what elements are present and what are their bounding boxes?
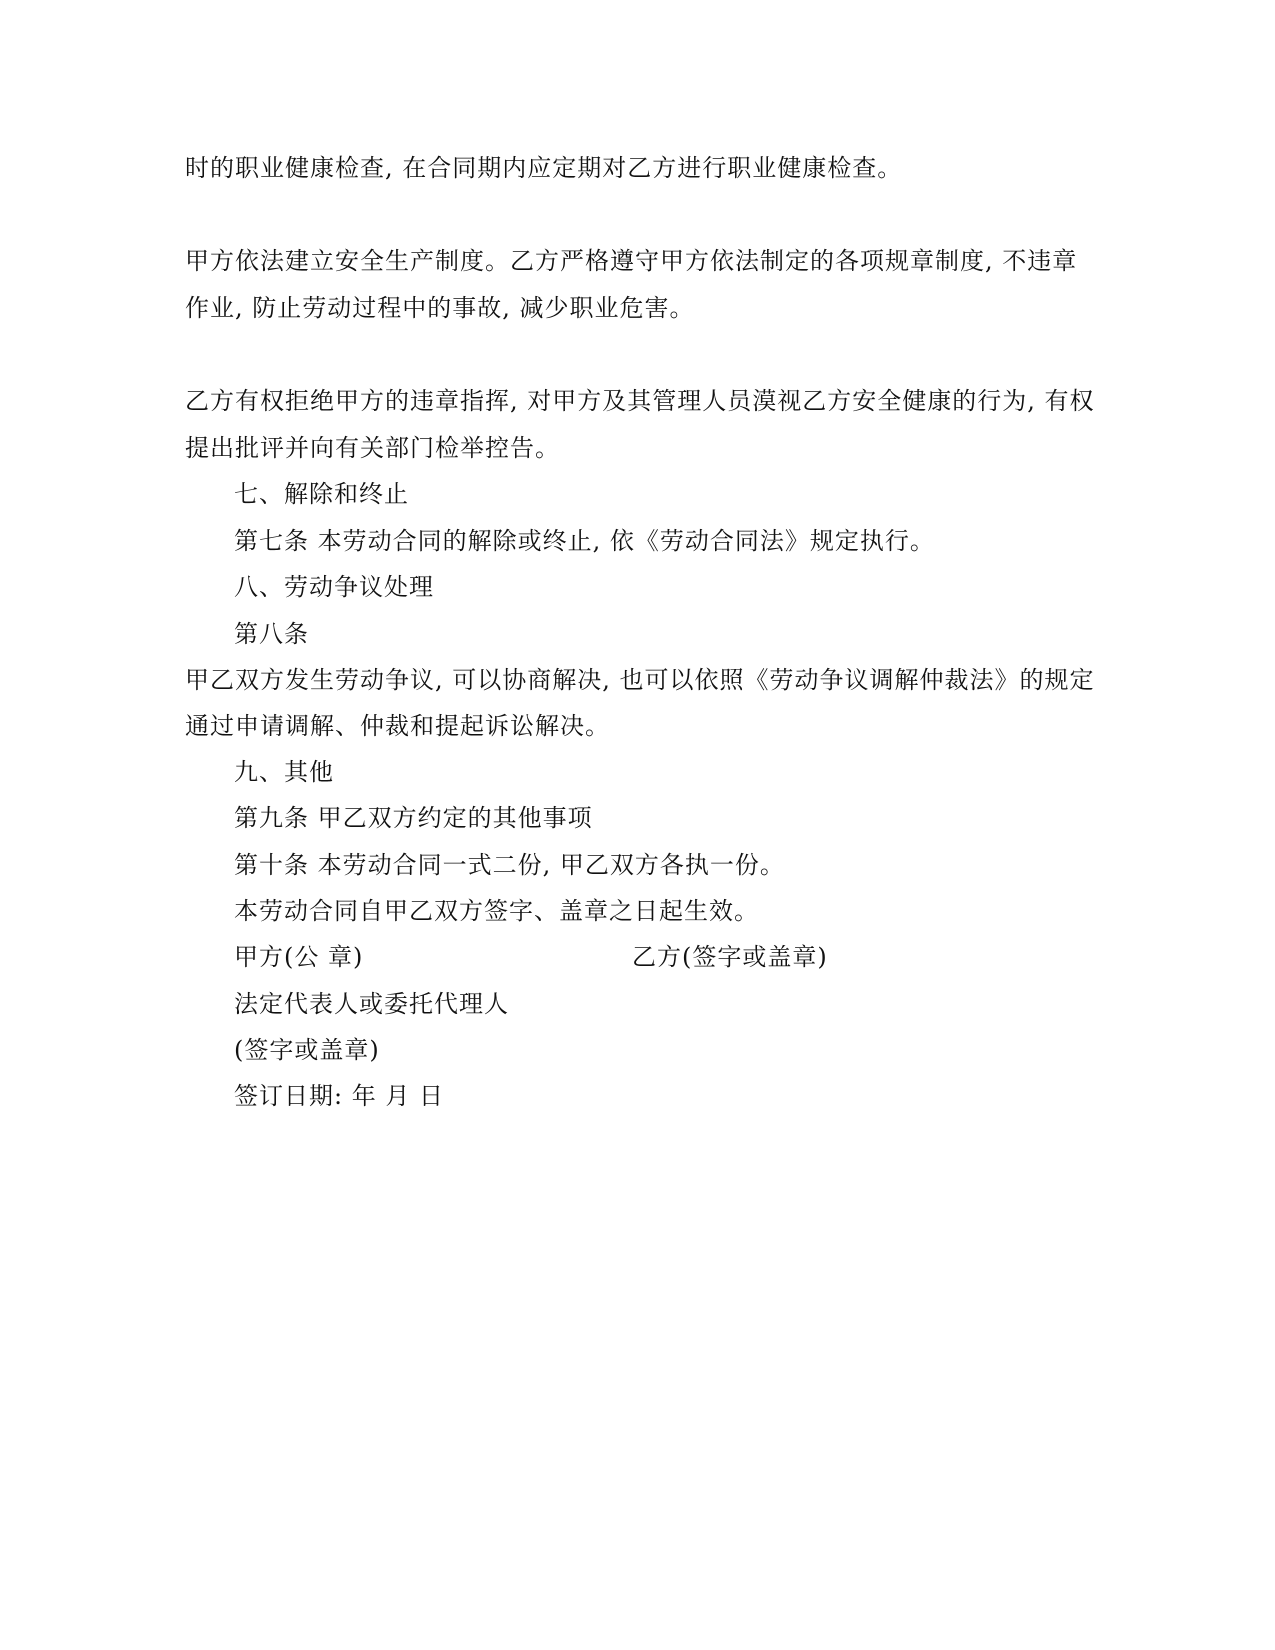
paragraph-health-check-line1: 时的职业健康检查, 在合同期内应定期对乙方进行职业健康检查。: [185, 154, 903, 182]
paragraph-safety-line2: 作业, 防止劳动过程中的事故, 减少职业危害。: [185, 294, 695, 322]
article-8-line2: 通过申请调解、仲裁和提起诉讼解决。: [185, 712, 610, 740]
article-7: 第七条 本劳动合同的解除或终止, 依《劳动合同法》规定执行。: [234, 527, 935, 555]
article-10: 第十条 本劳动合同一式二份, 甲乙双方各执一份。: [234, 851, 785, 879]
section-heading-other: 九、其他: [234, 758, 334, 786]
effective-clause: 本劳动合同自甲乙双方签字、盖章之日起生效。: [234, 897, 759, 925]
section-heading-dispute: 八、劳动争议处理: [234, 573, 434, 601]
paragraph-refusal-line2: 提出批评并向有关部门检举控告。: [185, 434, 560, 462]
signing-date-label: 签订日期: 年 月 日: [234, 1082, 444, 1110]
section-heading-termination: 七、解除和终止: [234, 480, 409, 508]
article-8-label: 第八条: [234, 620, 309, 648]
sign-or-seal-label: (签字或盖章): [234, 1036, 380, 1064]
paragraph-safety-line1: 甲方依法建立安全生产制度。乙方严格遵守甲方依法制定的各项规章制度, 不违章: [185, 247, 1078, 275]
article-9: 第九条 甲乙双方约定的其他事项: [234, 804, 593, 832]
party-a-seal-label: 甲方(公 章): [234, 943, 364, 971]
article-8-line1: 甲乙双方发生劳动争议, 可以协商解决, 也可以依照《劳动争议调解仲裁法》的规定: [185, 666, 1095, 694]
legal-representative-label: 法定代表人或委托代理人: [234, 990, 509, 1018]
paragraph-refusal-line1: 乙方有权拒绝甲方的违章指挥, 对甲方及其管理人员漠视乙方安全健康的行为, 有权: [185, 387, 1095, 415]
party-b-seal-label: 乙方(签字或盖章): [632, 943, 828, 971]
